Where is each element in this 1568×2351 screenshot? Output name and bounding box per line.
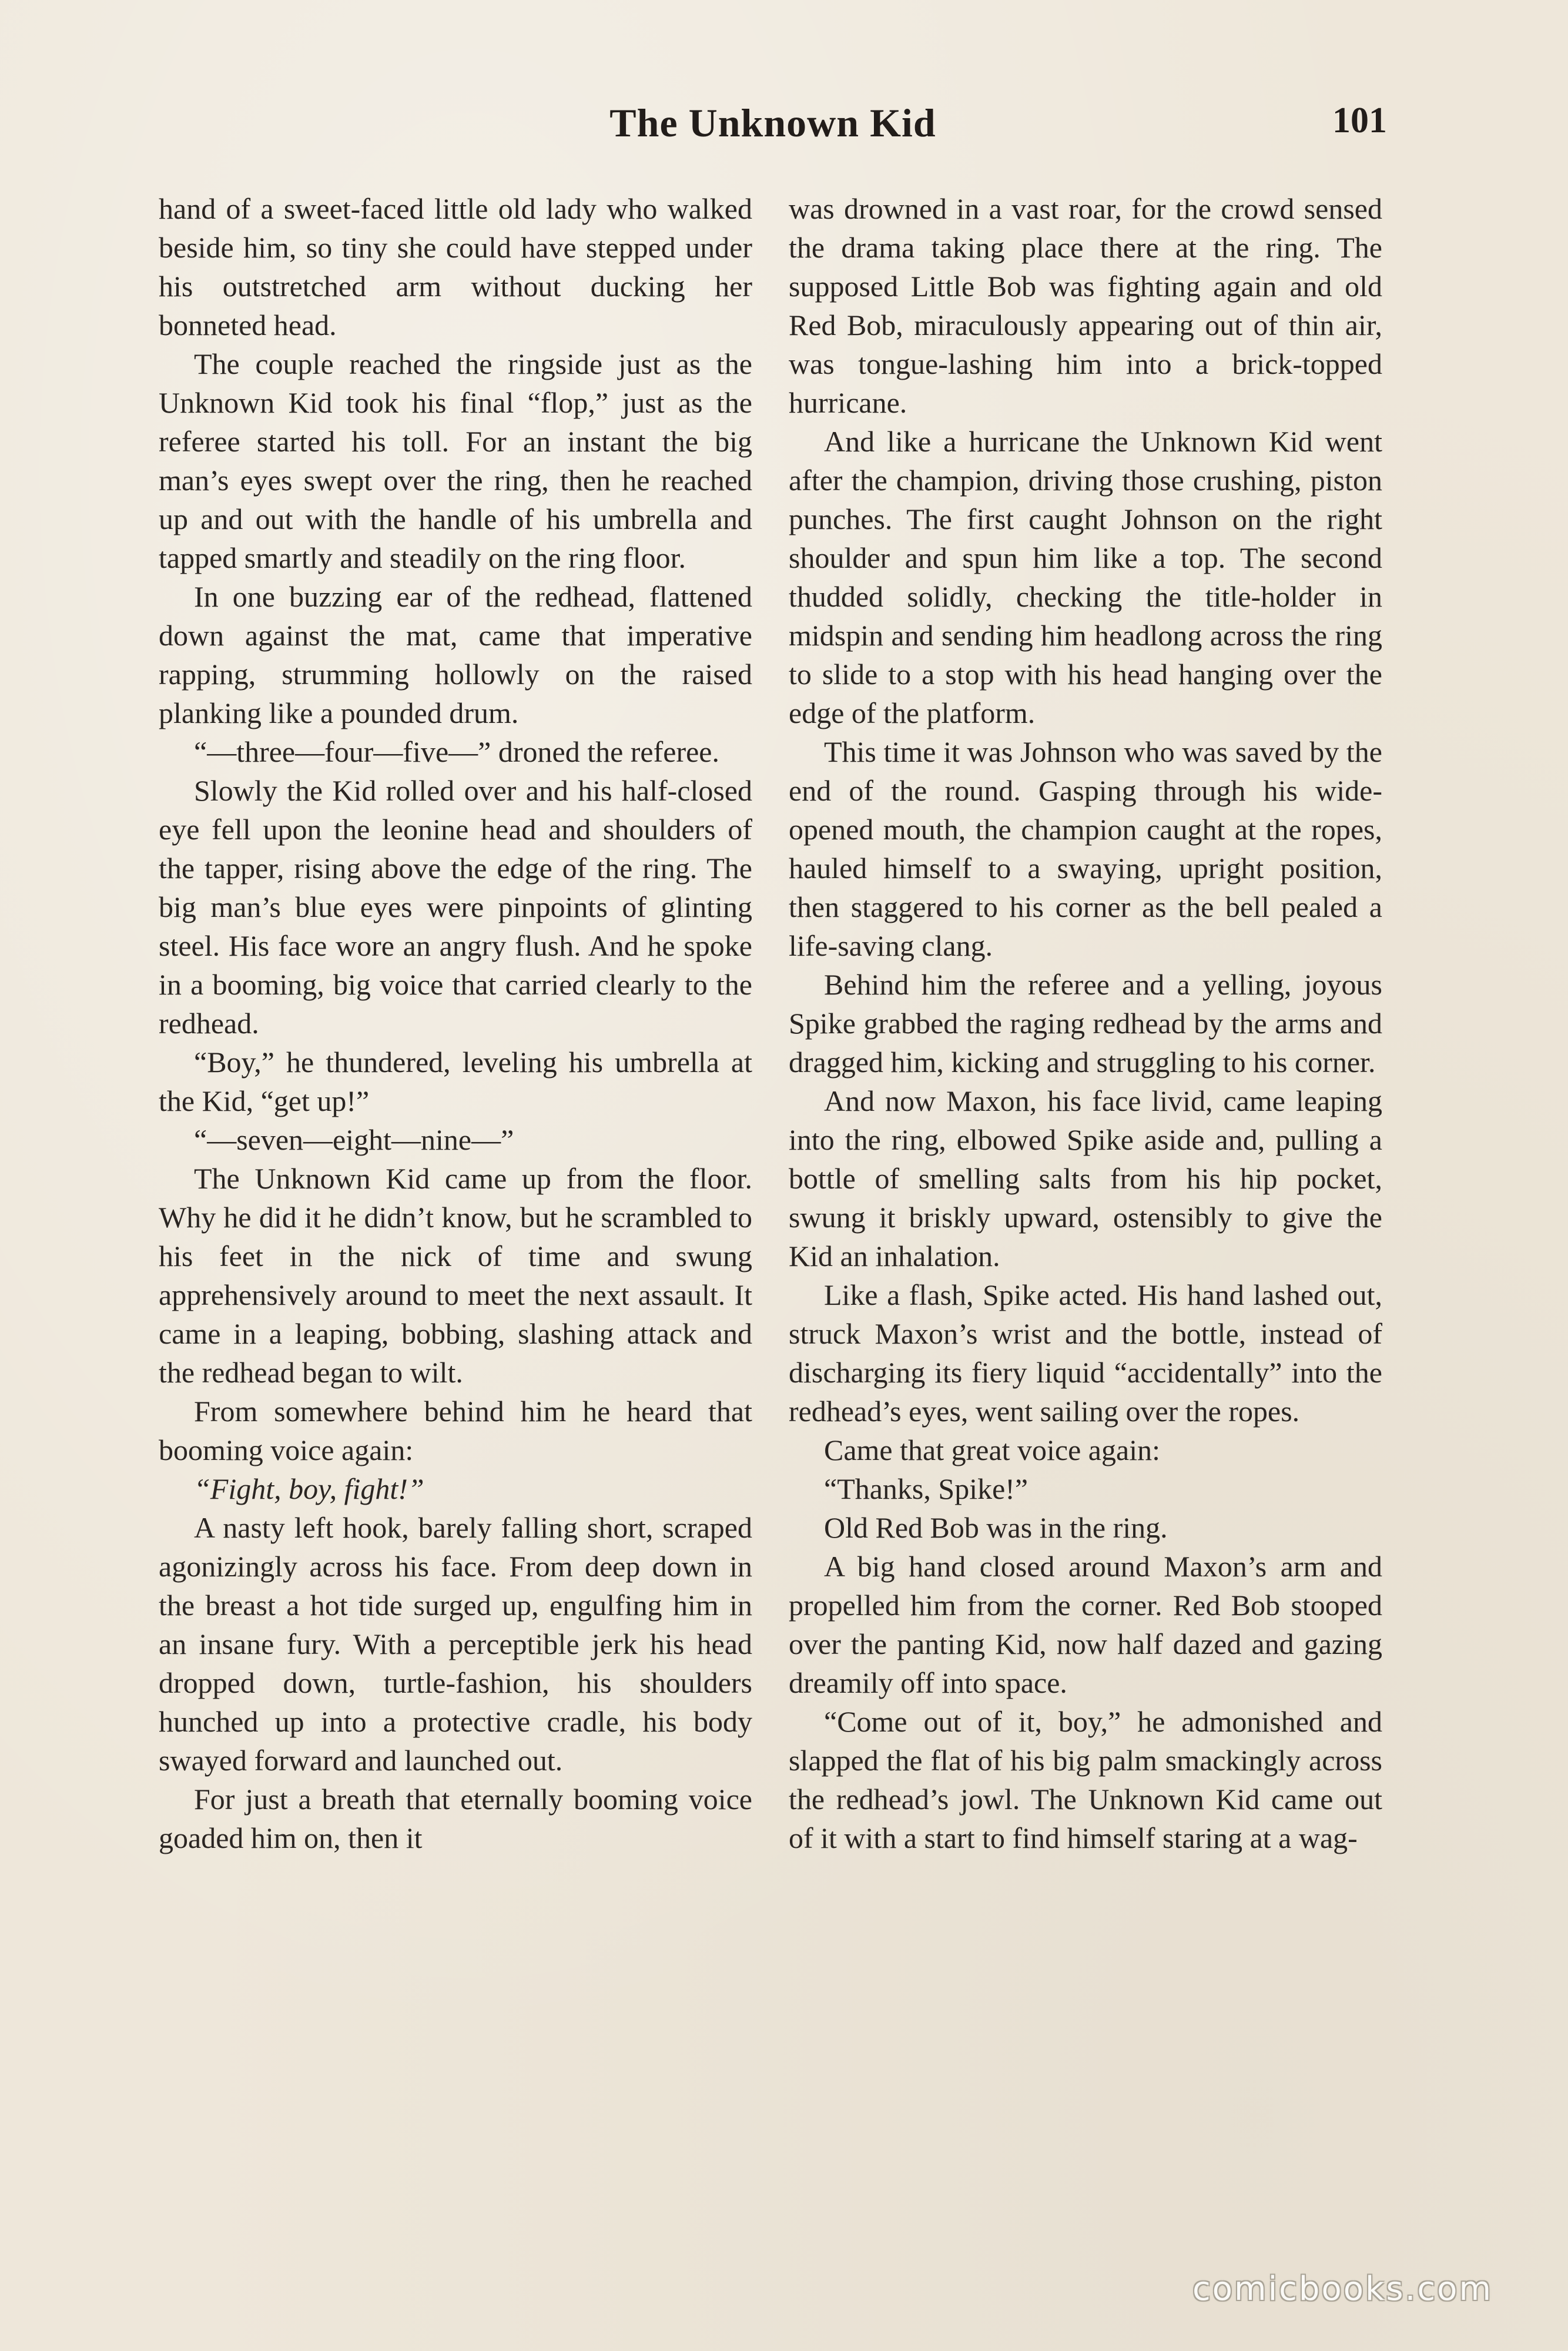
paragraph: Came that great voice again: xyxy=(824,1434,1160,1466)
left-column xyxy=(159,189,752,1857)
paragraph: In one buzzing ear of the redhead, flattened down against the mat, came that imperative rapping, strumming hollowly on the raised planking like a pounded drum. xyxy=(159,580,752,729)
running-head xyxy=(159,100,1387,153)
paragraph: This time it was Johnson who was saved by the end of the round. Gasping through his wide-opened mouth, the champion caught at the ropes, hauled himself to a swaying, upright position, then staggered to his corner as the bell pealed a life-saving clang. xyxy=(789,735,1382,962)
paragraph: And now Maxon, his face livid, came leaping into the ring, elbowed Spike aside and, pulling a bottle of smelling salts from his hip pocket, swung it briskly upward, ostensibly to give the Kid an inhalation. xyxy=(789,1084,1382,1272)
paragraph: Slowly the Kid rolled over and his half-closed eye fell upon the leonine head and shoulders of the tapper, rising above the edge of the ring. The big man’s blue eyes were pinpoints of glinting steel. His face wore an angry flush. And he spoke in a booming, big voice that carried clearly to the redhead. xyxy=(159,774,752,1040)
paragraph: For just a breath that eternally booming voice goaded him on, then it xyxy=(159,1783,752,1854)
paragraph: A big hand closed around Maxon’s arm and propelled him from the corner. Red Bob stooped over the panting Kid, now half dazed and gazing dreamily off into space. xyxy=(789,1550,1382,1699)
page-title: The Unknown Kid xyxy=(609,101,936,145)
page-number: 101 xyxy=(1332,101,1387,140)
paragraph: The couple reached the ringside just as the Unknown Kid took his final “flop,” just as the referee started his toll. For an instant the big man’s eyes swept over the ring, then he reached up and out with the handle of his umbrella and tapped smartly and steadily on the ring floor. xyxy=(159,347,752,574)
paragraph: “Thanks, Spike!” xyxy=(824,1472,1028,1505)
paragraph: Behind him the referee and a yelling, joyous Spike grabbed the raging redhead by the arms and dragged him, kicking and struggling to his corner. xyxy=(789,968,1382,1079)
paragraph: A nasty left hook, barely falling short, scraped agonizingly across his face. From deep down in the breast a hot tide surged up, engulfing him in an insane fury. With a perceptible jerk his head dropped down, turtle-fashion, his shoulders hunched up into a protective cradle, his body swayed forward and launched out. xyxy=(159,1511,752,1777)
watermark: comicbooks.com xyxy=(1192,2270,1493,2308)
paragraph: The Unknown Kid came up from the floor. Why he did it he didn’t know, but he scrambled to his feet in the nick of time and swung apprehensively around to meet the next assault. It came in a leaping, bobbing, slashing attack and the redhead began to wilt. xyxy=(159,1162,752,1389)
paragraph: “—seven—eight—nine—” xyxy=(194,1123,514,1156)
paragraph: From somewhere behind him he heard that booming voice again: xyxy=(159,1395,752,1466)
paragraph: Old Red Bob was in the ring. xyxy=(824,1511,1168,1544)
paragraph: was drowned in a vast roar, for the crowd sensed the drama taking place there at the ring. The supposed Little Bob was fighting again and old Red Bob, miraculously appearing out of thin air, was tongue-lashing him into a brick-topped hurricane. xyxy=(789,192,1382,419)
paragraph: “Fight, boy, fight!” xyxy=(194,1472,424,1505)
paragraph: Like a flash, Spike acted. His hand lashed out, struck Maxon’s wrist and the bottle, instead of discharging its fiery liquid “accidentally” into the redhead’s eyes, went sailing over the ropes. xyxy=(789,1278,1382,1428)
paragraph: hand of a sweet-faced little old lady who walked beside him, so tiny she could have stepped under his outstretched arm without ducking her bonneted head. xyxy=(159,192,752,341)
paragraph: And like a hurricane the Unknown Kid went after the champion, driving those crushing, piston punches. The first caught Johnson on the right shoulder and spun him like a top. The second thudded solidly, checking the title-holder in midspin and sending him headlong across the ring to slide to a stop with his head hanging over the edge of the platform. xyxy=(789,425,1382,729)
right-column xyxy=(789,189,1382,1857)
paragraph: “—three—four—five—” droned the referee. xyxy=(194,735,719,768)
paragraph: “Boy,” he thundered, leveling his umbrella at the Kid, “get up!” xyxy=(159,1046,752,1117)
paragraph: “Come out of it, boy,” he admonished and slapped the flat of his big palm smackingly across the redhead’s jowl. The Unknown Kid came out of it with a start to find himself staring at a wag- xyxy=(789,1705,1382,1854)
